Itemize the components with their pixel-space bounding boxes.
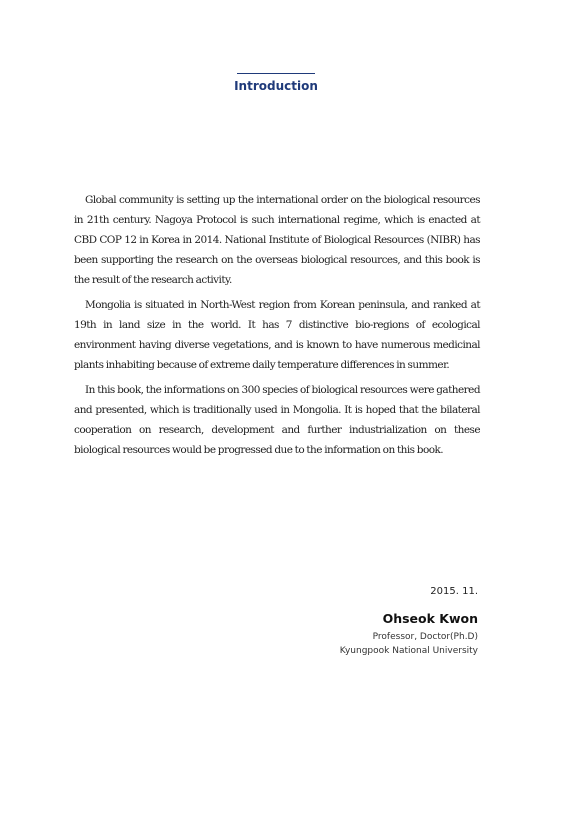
signature-title: Professor, Doctor(Ph.D) [372,632,478,642]
paragraph: Mongolia is situated in North-West region from Korean peninsula, and ranked at 19th in land size in the world. It has 7 distinctive bio-regions of ecological environment having diverse vegetations, and is known to have numerous medicinal plants inhabiting because of extreme daily temperature differences in summer. [74,299,480,371]
page-title: Introduction [234,79,318,93]
paragraph: In this book, the informations on 300 species of biological resources were gathered and presented, which is traditionally used in Mongolia. It is hoped that the bilateral cooperation on research, development and further industrialization on these biological resources would be progressed due to the information on this book. [74,384,480,456]
signature-block [340,586,478,658]
signature-name: Ohseok Kwon [382,611,478,626]
title-rule [237,73,315,74]
body-text [74,190,480,465]
signature-date: 2015. 11. [430,586,478,597]
signature-affiliation: Kyungpook National University [339,646,478,656]
paragraph: Global community is setting up the international order on the biological resources in 21th century. Nagoya Protocol is such international regime, which is enacted at CBD COP 12 in Korea in 2014. National Institute of Biological Resources (NIBR) has been supporting the research on the overseas biological resources, and this book is the result of the research activity. [74,194,480,286]
